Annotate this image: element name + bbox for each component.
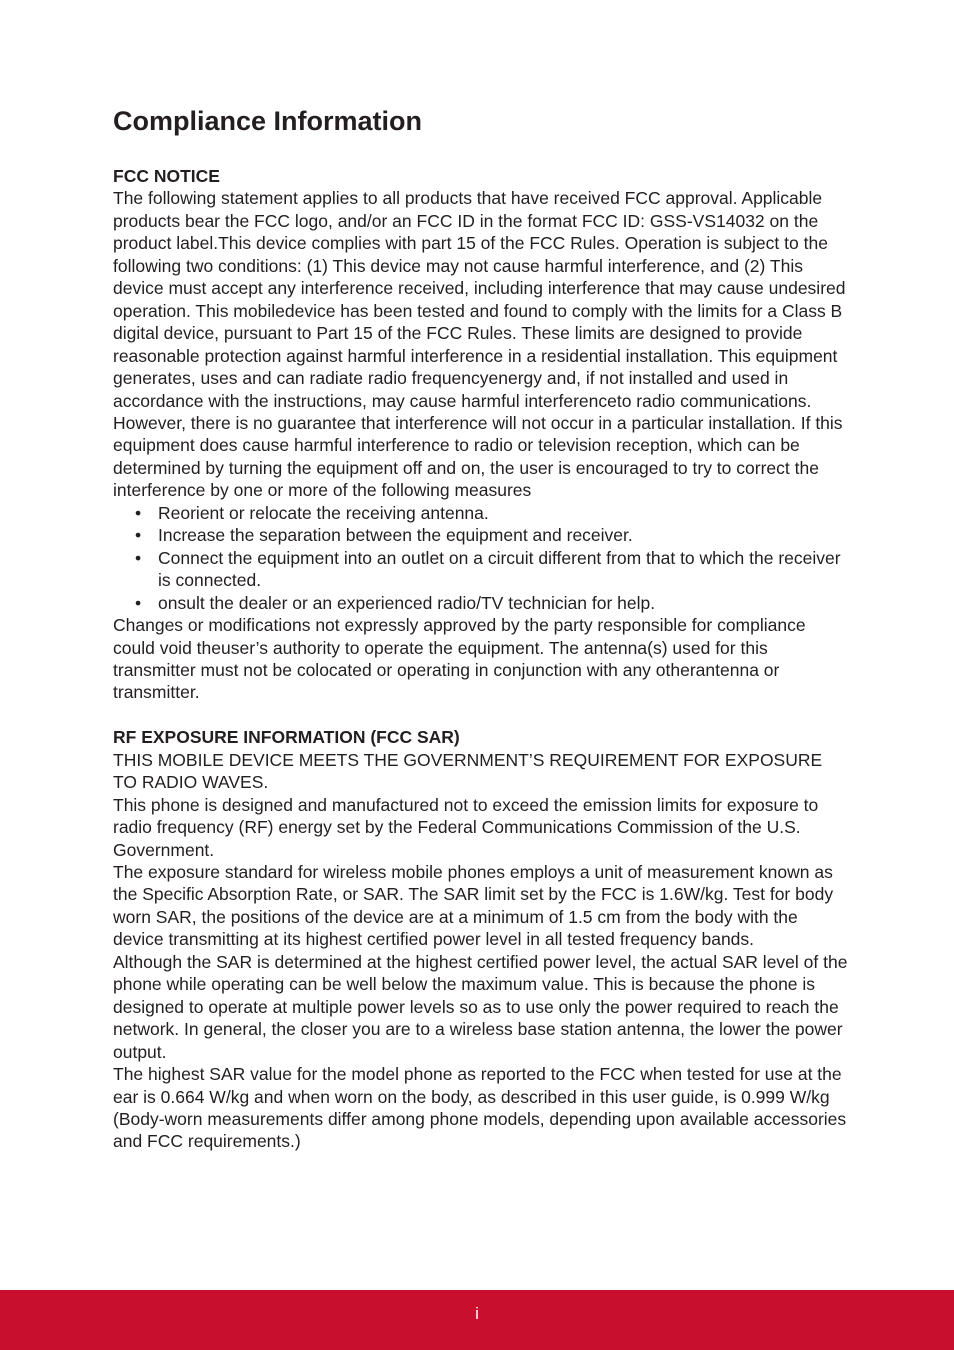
page-title: Compliance Information	[113, 106, 423, 136]
document-body	[113, 165, 848, 1153]
bullet-icon: •	[135, 547, 142, 568]
rf-exposure-heading: RF EXPOSURE INFORMATION (FCC SAR)	[113, 727, 460, 748]
bullet-icon: •	[135, 525, 142, 546]
fcc-notice-paragraph-1: The following statement applies to all products that have received FCC approval. Applicable products bear the FCC logo, and/or an FCC ID in the format FCC ID: GSS-VS14032 on the product label.This device complies with part 15 of the FCC Rules. Operation is subject to the following two conditions: (1) This device may not cause harmful interference, and (2) This device must accept any interference received, including interference that may cause undesired operation. This mobiledevice has been tested and found to comply with the limits for a Class B digital device, pursuant to Part 15 of the FCC Rules. These limits are designed to provide reasonable protection against harmful interference in a residential installation. This equipment generates, uses and can radiate radio frequencyenergy and, if not installed and used in accordance with the instructions, may cause harmful interferenceto radio communications.	[113, 188, 846, 411]
fcc-notice-section	[113, 165, 848, 704]
section-spacer	[113, 704, 848, 726]
list-item	[113, 547, 848, 592]
fcc-notice-paragraph-2: However, there is no guarantee that interference will not occur in a particular installation. If this equipment does cause harmful interference to radio or television reception, which can be determined by turning the equipment off and on, the user is encouraged to try to correct the interference by one or more of the following measures	[113, 412, 843, 501]
list-item-text: onsult the dealer or an experienced radio/TV technician for help.	[158, 592, 656, 613]
bullet-icon: •	[135, 592, 142, 613]
rf-exposure-section	[113, 726, 848, 1153]
list-item-text: Reorient or relocate the receiving antenna.	[158, 502, 489, 523]
list-item-text: Connect the equipment into an outlet on a circuit different from that to which the receiver is connected.	[158, 547, 841, 591]
footer-bar	[0, 1290, 954, 1350]
rf-exposure-paragraph-3: The exposure standard for wireless mobile phones employs a unit of measurement known as the Specific Absorption Rate, or SAR. The SAR limit set by the FCC is 1.6W/kg. Test for body worn SAR, the positions of the device are at a minimum of 1.5 cm from the body with the device transmitting at its highest certified power level in all tested frequency bands.	[113, 862, 834, 950]
list-item-text: Increase the separation between the equipment and receiver.	[158, 525, 633, 546]
rf-exposure-paragraph-4: Although the SAR is determined at the highest certified power level, the actual SAR level of the phone while operating can be well below the maximum value. This is because the phone is designed to operate at multiple power levels so as to use only the power required to reach the network. In general, the closer you are to a wireless base station antenna, the lower the power output.	[113, 951, 848, 1062]
list-item	[113, 524, 848, 546]
fcc-notice-closing: Changes or modifications not expressly approved by the party responsible for compliance could void theuser’s authority to operate the equipment. The antenna(s) used for this transmitter must not be colocated or operating in conjunction with any otherantenna or transmitter.	[113, 615, 806, 703]
rf-exposure-paragraph-2: This phone is designed and manufactured not to exceed the emission limits for exposure to radio frequency (RF) energy set by the Federal Communications Commission of the U.S. Government.	[113, 794, 819, 860]
fcc-measures-list	[113, 502, 848, 614]
rf-exposure-paragraph-1: THIS MOBILE DEVICE MEETS THE GOVERNMENT’S REQUIREMENT FOR EXPOSURE TO RADIO WAVES.	[113, 749, 823, 793]
fcc-notice-heading: FCC NOTICE	[113, 166, 220, 186]
rf-exposure-paragraph-5: The highest SAR value for the model phone as reported to the FCC when tested for use at the ear is 0.664 W/kg and when worn on the body, as described in this user guide, is 0.999 W/kg (Body-worn measurements differ among phone models, depending upon available accessories and FCC requirements.)	[113, 1064, 847, 1152]
bullet-icon: •	[135, 502, 142, 523]
page-number: i	[475, 1304, 479, 1323]
list-item	[113, 502, 848, 524]
list-item	[113, 592, 848, 614]
